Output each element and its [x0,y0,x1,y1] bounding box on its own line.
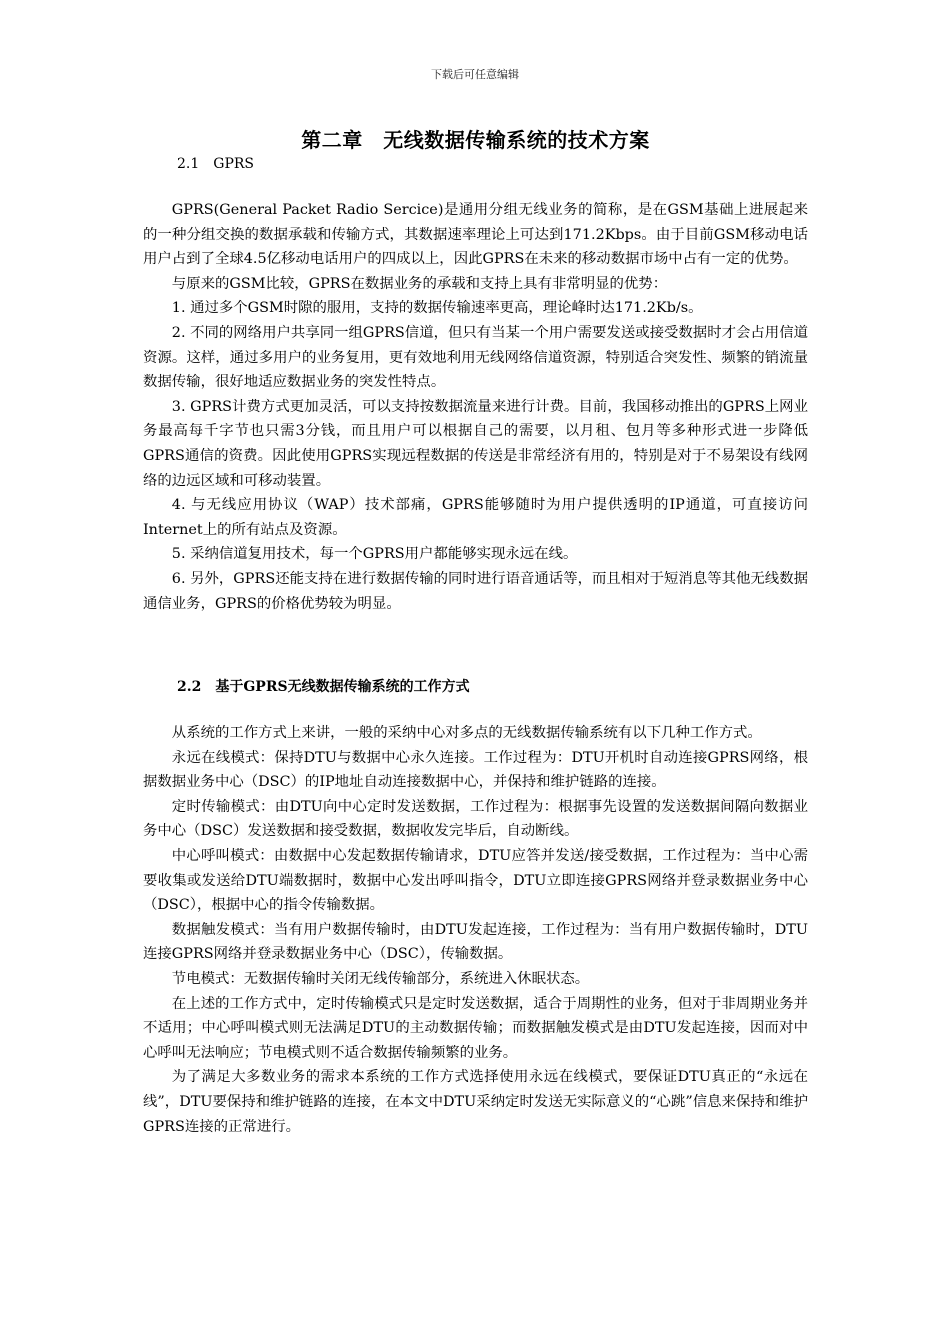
section-heading-2-1: 2.1 GPRS [177,156,254,172]
paragraph: 节电模式：无数据传输时关闭无线传输部分，系统进入休眠状态。 [171,970,590,987]
section-2-1-body [143,198,808,616]
paragraph: 永远在线模式：保持DTU与数据中心永久连接。工作过程为：DTU开机时自动连接GPRS网络，根据数据业务中心（DSC）的IP地址自动连接数据中心，并保持和维护链路的连接。 [143,749,808,791]
paragraph: 从系统的工作方式上来讲，一般的采纳中心对多点的无线数据传输系统有以下几种工作方式。 [171,725,762,741]
list-item: 2. 不同的网络用户共享同一组GPRS信道，但只有当某一个用户需要发送或接受数据时才会占用信道资源。这样，通过多用户的业务复用，更有效地利用无线网络信道资源，特别适合突发性、频繁的销流量数据传输，很好地适应数据业务的突发性特点。 [143,324,808,391]
paragraph: 与原来的GSM比较，GPRS在数据业务的承载和支持上具有非常明显的优势： [171,275,668,292]
list-item: 4. 与无线应用协议（WAP）技术部痛，GPRS能够随时为用户提供透明的IP通道，可直接访问Internet上的所有站点及资源。 [143,497,808,538]
paragraph: GPRS(General Packet Radio Sercice)是通用分组无线业务的简称，是在GSM基础上进展起来的一种分组交换的数据承载和传输方式，其数据速率理论上可达到171.2Kbps。由于目前GSM移动电话用户占到了全球4.5亿移动电话用户的四成以上，因此GPRS在未来的移动数据市场中占有一定的优势。 [143,202,808,268]
paragraph: 数据触发模式：当有用户数据传输时，由DTU发起连接，工作过程为：当有用户数据传输时，DTU连接GPRS网络并登录数据业务中心（DSC），传输数据。 [143,921,808,963]
paragraph: 中心呼叫模式：由数据中心发起数据传输请求，DTU应答并发送/接受数据，工作过程为：当中心需要收集或发送给DTU端数据时，数据中心发出呼叫指令，DTU立即连接GPRS网络并登录数据业务中心（DSC），根据中心的指令传输数据。 [143,847,808,914]
list-item: 3. GPRS计费方式更加灵活，可以支持按数据流量来进行计费。目前，我国移动推出的GPRS上网业务最高每千字节也只需3分钱，而且用户可以根据自己的需要，以月租、包月等多种形式进一步降低GPRS通信的资费。因此使用GPRS实现远程数据的传送是非常经济有用的，特别是对于不易架设有线网络的边远区域和可移动装置。 [143,398,808,489]
list-item: 5. 采纳信道复用技术，每一个GPRS用户都能够实现永远在线。 [171,546,578,563]
paragraph: 在上述的工作方式中，定时传输模式只是定时发送数据，适合于周期性的业务，但对于非周期业务并不适用；中心呼叫模式则无法满足DTU的主动数据传输；而数据触发模式是由DTU发起连接，因而对中心呼叫无法响应；节电模式则不适合数据传输频繁的业务。 [143,995,808,1061]
section-heading-2-2: 2.2 基于GPRS无线数据传输系统的工作方式 [177,679,470,695]
paragraph: 定时传输模式：由DTU向中心定时发送数据，工作过程为：根据事先设置的发送数据间隔向数据业务中心（DSC）发送数据和接受数据，数据收发完毕后，自动断线。 [143,798,808,840]
list-item: 1. 通过多个GSM时隙的服用，支持的数据传输速率更高，理论峰时达171.2Kb/s。 [171,300,703,317]
chapter-title: 第二章 无线数据传输系统的技术方案 [301,128,650,152]
paragraph: 为了满足大多数业务的需求本系统的工作方式选择使用永远在线模式，要保证DTU真正的“永远在线”，DTU要保持和维护链路的连接，在本文中DTU采纳定时发送无实际意义的“心跳”信息来保持和维护GPRS连接的正常进行。 [143,1069,808,1135]
list-item: 6. 另外，GPRS还能支持在进行数据传输的同时进行语音通话等，而且相对于短消息等其他无线数据通信业务，GPRS的价格优势较为明显。 [143,570,808,612]
page-header: 下载后可任意编辑 [431,68,519,81]
section-2-2-body [143,721,808,1139]
